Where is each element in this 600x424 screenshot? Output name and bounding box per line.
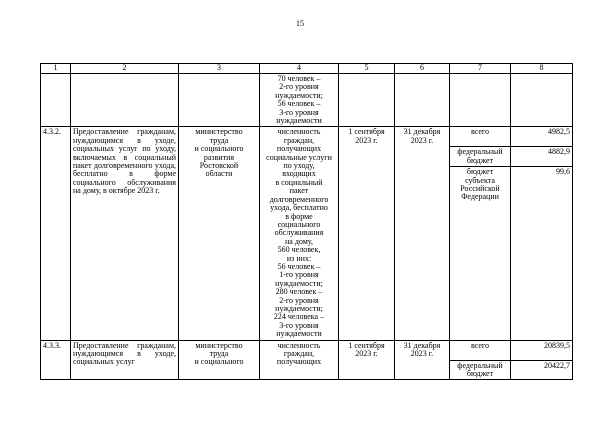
row-number: 4.3.3. [41, 340, 71, 380]
indicator-cell: численность граждан, получающих социальные услуги по уходу, входящих в социальный пакет долговременного ухода, бесплатно в форме социального обслуживания на дому, 560 человек, из них: 56 человек – 1-го уровня нуждаемости; 280 человек – 2-го уровня нуждаемости; 224 человека – 3-го уровня нуждаемости [260, 127, 339, 340]
end-date-cell: 31 декабря 2023 г. [395, 340, 450, 380]
funding-amount: 20839,5 [544, 340, 570, 350]
funding-source: всего [470, 127, 489, 137]
executor-cell: министерство труда и социального [179, 340, 260, 380]
funding-source: бюджет субъекта Российской Федерации [450, 166, 510, 203]
indicator-cell: численность граждан, получающих [260, 340, 339, 380]
header-cell: 4 [260, 64, 339, 74]
activities-table [40, 63, 573, 380]
start-date-cell: 1 сентября 2023 г. [339, 340, 395, 380]
header-cell: 5 [339, 64, 395, 74]
header-cell: 8 [511, 64, 573, 74]
indicator-cell: 70 человек – 2-го уровня нуждаемости; 56 человек – 3-го уровня нуждаемости [260, 74, 339, 127]
header-row [41, 64, 573, 74]
header-cell: 3 [179, 64, 260, 74]
header-cell: 2 [71, 64, 179, 74]
header-cell: 6 [395, 64, 450, 74]
table-row [41, 127, 573, 340]
header-cell: 7 [450, 64, 511, 74]
row-number: 4.3.2. [41, 127, 71, 340]
funding-amount: 4882,9 [511, 146, 572, 166]
event-cell: Предоставление гражданам, нуждающимся в уходе, социальных услуг по уходу, включаемых в социальный пакет долговременного ухода, бесплатно в форме социального обслуживания на дому, в октябре 2023 г. [71, 127, 179, 340]
funding-amount: 20422,7 [511, 360, 572, 371]
funding-amount: 4982,5 [548, 127, 570, 137]
page-number: 15 [296, 19, 304, 28]
executor-cell: министерство труда и социального развития Ростовской области [179, 127, 260, 340]
funding-source: федеральный бюджет [450, 146, 510, 166]
start-date-cell: 1 сентября 2023 г. [339, 127, 395, 340]
table-row [41, 340, 573, 380]
end-date-cell: 31 декабря 2023 г. [395, 127, 450, 340]
continuation-row [41, 74, 573, 127]
funding-source: федеральный бюджет [450, 360, 510, 380]
header-cell: 1 [41, 64, 71, 74]
funding-amount: 99,6 [511, 166, 572, 177]
funding-source: всего [470, 340, 489, 350]
event-cell: Предоставление гражданам, нуждающимся в уходе, социальных услуг [71, 340, 179, 380]
